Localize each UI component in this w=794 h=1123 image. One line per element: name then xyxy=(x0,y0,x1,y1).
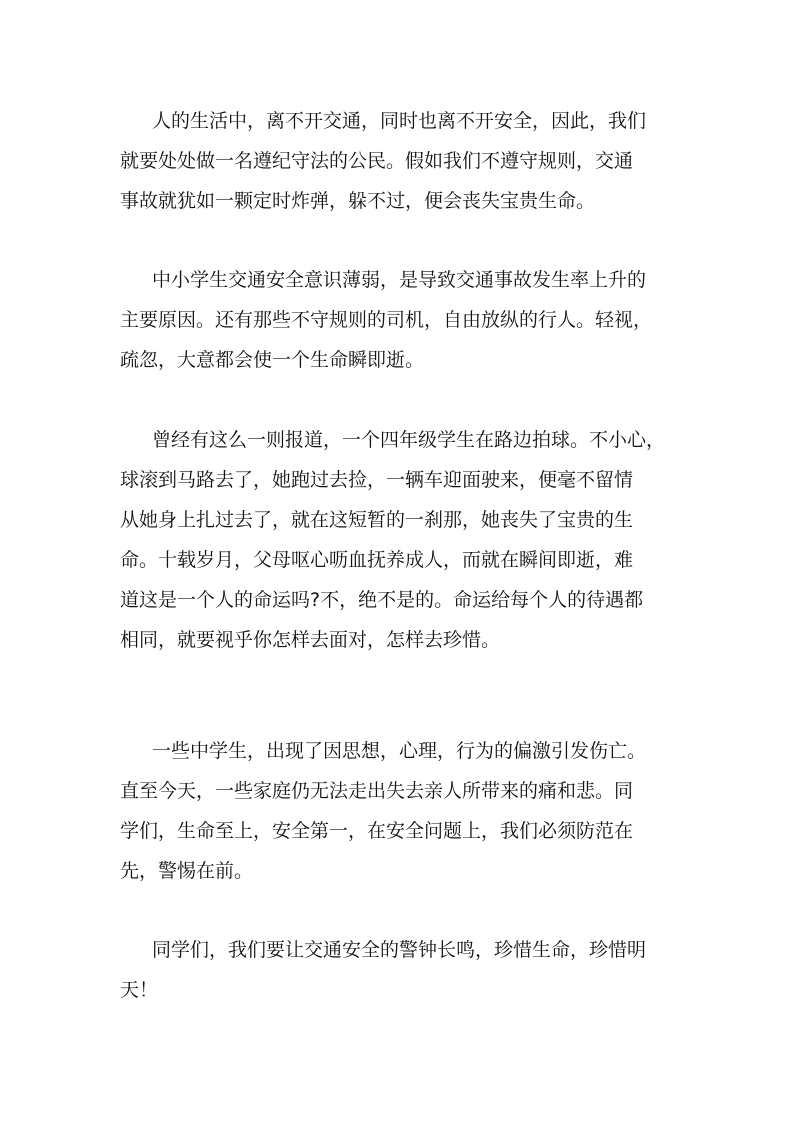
text-line: 中小学生交通安全意识薄弱，是导致交通事故发生率上升的 xyxy=(152,269,647,291)
text-line: 同学们，我们要让交通安全的警钟长鸣，珍惜生命，珍惜明 xyxy=(152,939,647,961)
text-line: 先，警惕在前。 xyxy=(120,860,254,882)
paragraph-1 xyxy=(120,101,680,221)
paragraph-2 xyxy=(120,260,680,380)
text-line: 直至今天，一些家庭仍无法走出失去亲人所带来的痛和悲。同 xyxy=(120,780,634,802)
text-line: 从她身上扎过去了，就在这短暂的一刹那，她丧失了宝贵的生 xyxy=(120,509,634,531)
paragraph-5 xyxy=(120,930,680,1010)
text-line: 人的生活中，离不开交通，同时也离不开安全，因此，我们 xyxy=(152,110,647,132)
text-line: 道这是一个人的命运吗?不，绝不是的。命运给每个人的待遇都 xyxy=(120,589,644,611)
paragraph-3 xyxy=(120,420,680,660)
text-line: 疏忽，大意都会使一个生命瞬即逝。 xyxy=(120,349,425,371)
paragraph-4 xyxy=(120,731,680,891)
text-line: 学们，生命至上，安全第一，在安全问题上，我们必须防范在 xyxy=(120,820,634,842)
text-line: 相同，就要视乎你怎样去面对，怎样去珍惜。 xyxy=(120,629,501,651)
text-line: 天！ xyxy=(120,979,159,1001)
text-line: 就要处处做一名遵纪守法的公民。假如我们不遵守规则，交通 xyxy=(120,150,634,172)
text-line: 球滚到马路去了，她跑过去捡，一辆车迎面驶来，便毫不留情 xyxy=(120,469,634,491)
text-line: 一些中学生，出现了因思想，心理，行为的偏激引发伤亡。 xyxy=(152,740,647,762)
text-line: 事故就犹如一颗定时炸弹，躲不过，便会丧失宝贵生命。 xyxy=(120,190,596,212)
text-line: 主要原因。还有那些不守规则的司机，自由放纵的行人。轻视， xyxy=(120,309,653,331)
text-line: 曾经有这么一则报道，一个四年级学生在路边拍球。不小心， xyxy=(152,429,666,451)
text-line: 命。十载岁月，父母呕心呖血抚养成人，而就在瞬间即逝，难 xyxy=(120,549,634,571)
